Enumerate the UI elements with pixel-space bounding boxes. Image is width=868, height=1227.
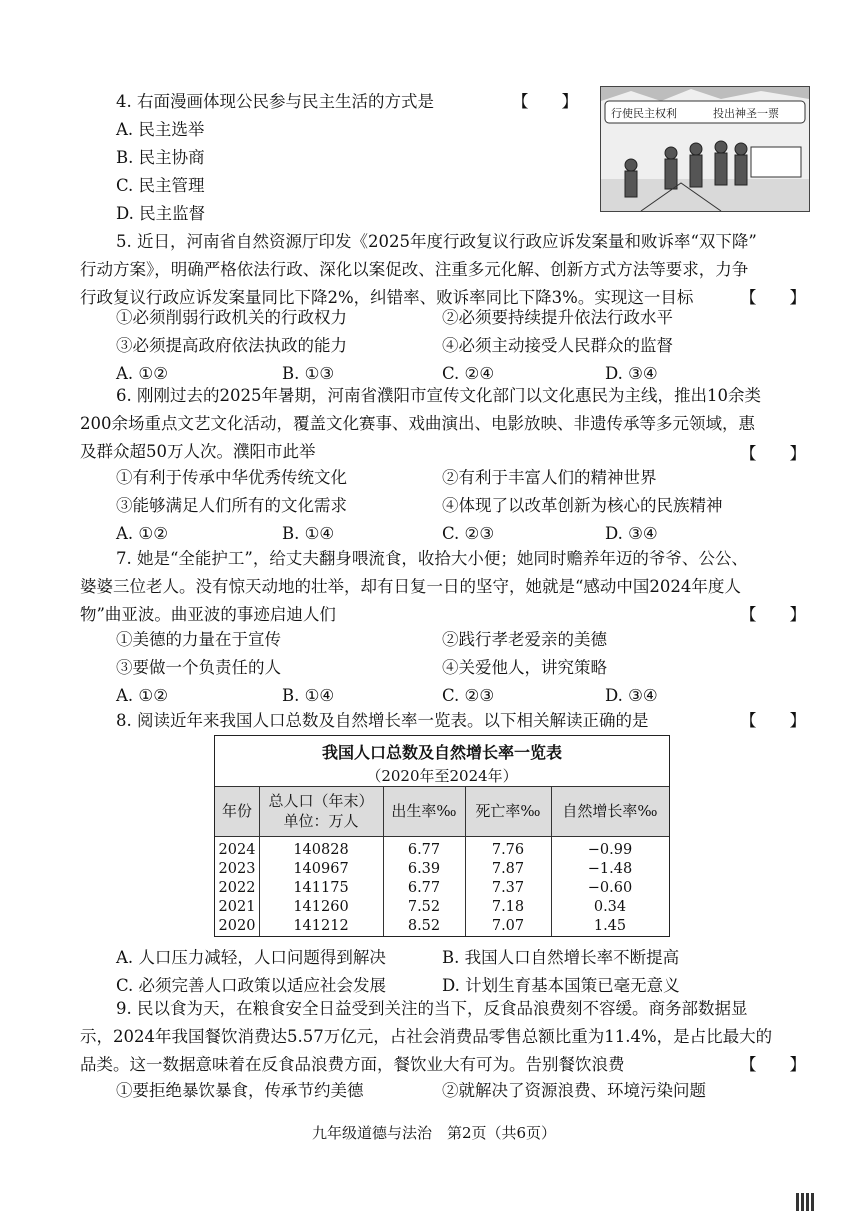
q7-option-d: D. ③④	[605, 686, 658, 705]
q9-line-3: 品类。这一数据意味着在反食品浪费方面，餐饮业大有可为。告别餐饮浪费	[80, 1055, 625, 1074]
table-cell-growth: −0.60	[587, 880, 633, 896]
q6-statement-4: ④体现了以改革创新为核心的民族精神	[442, 496, 723, 515]
q7-option-a: A. ①②	[116, 686, 168, 705]
q5-statement-4: ④必须主动接受人民群众的监督	[442, 336, 673, 355]
table-cell-pop: 140967	[293, 861, 349, 877]
q8-option-b: B. 我国人口自然增长率不断提高	[442, 948, 680, 967]
header-year: 年份	[221, 802, 252, 820]
q5-option-c: C. ②④	[442, 364, 495, 383]
q7-line-2: 婆婆三位老人。没有惊天动地的壮举，却有日复一日的坚守，她就是“感动中国2024年度人	[80, 577, 741, 596]
comic-drawing	[601, 87, 809, 211]
q7-answer-bracket: 【 】	[740, 605, 806, 624]
table-cell-birth: 6.39	[407, 861, 441, 877]
q6-statement-3: ③能够满足人们所有的文化需求	[116, 496, 347, 515]
table-cell-pop: 141175	[293, 880, 349, 896]
q6-line-3: 及群众超50万人次。濮阳市此举	[80, 442, 316, 461]
table-cell-birth: 6.77	[407, 880, 441, 896]
q9-line-1: 9. 民以食为天，在粮食安全日益受到关注的当下，反食品浪费刻不容缓。商务部数据显	[116, 999, 748, 1018]
q6-line-1: 6. 刚刚过去的2025年暑期，河南省濮阳市宣传文化部门以文化惠民为主线，推出10余类	[116, 386, 761, 405]
q4-option-c: C. 民主管理	[116, 176, 205, 195]
q5-option-d: D. ③④	[605, 364, 658, 383]
q5-statement-3: ③必须提高政府依法执政的能力	[116, 336, 347, 355]
q4-option-a: A. 民主选举	[116, 120, 205, 139]
q7-option-b: B. ①④	[282, 686, 335, 705]
q8-stem: 8. 阅读近年来我国人口总数及自然增长率一览表。以下相关解读正确的是	[116, 711, 649, 730]
q6-option-d: D. ③④	[605, 524, 658, 543]
table-subtitle: （2020年至2024年）	[366, 767, 518, 785]
table-cell-birth: 7.52	[407, 899, 441, 915]
q7-line-1: 7. 她是“全能护工”，给丈夫翻身喂流食，收拾大小便；她同时赡养年迈的爷爷、公公、	[116, 549, 748, 568]
table-cell-death: 7.18	[491, 899, 525, 915]
q6-statement-2: ②有利于丰富人们的精神世界	[442, 468, 657, 487]
q9-statement-1: ①要拒绝暴饮暴食，传承节约美德	[116, 1081, 364, 1100]
q7-line-3: 物”曲亚波。曲亚波的事迹启迪人们	[80, 605, 336, 624]
table-cell-year: 2022	[218, 880, 256, 896]
table-cell-birth: 8.52	[407, 918, 441, 934]
header-population	[259, 786, 383, 836]
q9-answer-bracket: 【 】	[740, 1055, 806, 1074]
q6-option-b: B. ①④	[282, 524, 335, 543]
q5-statement-2: ②必须要持续提升依法行政水平	[442, 308, 673, 327]
population-table	[214, 735, 670, 937]
table-cell-year: 2023	[218, 861, 256, 877]
table-cell-growth: −1.48	[587, 861, 633, 877]
q5-line-2: 行动方案》，明确严格依法行政、深化以案促改、注重多元化解、创新方式方法等要求，力争	[80, 260, 749, 279]
page-footer: 九年级道德与法治 第2页（共6页）	[311, 1124, 557, 1142]
q4-answer-bracket: 【 】	[512, 92, 578, 111]
table-cell-year: 2020	[218, 918, 256, 934]
table-cell-pop: 140828	[293, 842, 349, 858]
q5-option-b: B. ①③	[282, 364, 335, 383]
table-cell-growth: −0.99	[587, 842, 633, 858]
qr-code-icon	[796, 1193, 814, 1211]
q4-stem: 4. 右面漫画体现公民参与民主生活的方式是	[116, 92, 434, 111]
q8-answer-bracket: 【 】	[740, 711, 806, 730]
table-cell-growth: 1.45	[593, 918, 627, 934]
table-cell-death: 7.87	[491, 861, 525, 877]
table-cell-pop: 141260	[293, 899, 349, 915]
comic-banner-right: 投出神圣一票	[713, 107, 779, 120]
q6-statement-1: ①有利于传承中华优秀传统文化	[116, 468, 347, 487]
table-cell-death: 7.76	[491, 842, 525, 858]
table-cell-pop: 141212	[293, 918, 349, 934]
q6-line-2: 200余场重点文艺文化活动，覆盖文化赛事、戏曲演出、电影放映、非遗传承等多元领域，惠	[80, 414, 755, 433]
comic-banner-left: 行使民主权利	[611, 107, 677, 120]
table-cell-year: 2024	[218, 842, 256, 858]
q6-answer-bracket: 【 】	[740, 444, 806, 463]
q4-comic-illustration	[600, 86, 810, 212]
header-growth-rate: 自然增长率‰	[562, 802, 658, 820]
q5-option-a: A. ①②	[116, 364, 168, 383]
q7-option-c: C. ②③	[442, 686, 495, 705]
q7-statement-2: ②践行孝老爱亲的美德	[442, 630, 607, 649]
q5-statement-1: ①必须削弱行政机关的行政权力	[116, 308, 347, 327]
header-population-line1: 总人口（年末）	[268, 792, 374, 810]
q6-option-c: C. ②③	[442, 524, 495, 543]
q9-statement-2: ②就解决了资源浪费、环境污染问题	[442, 1081, 706, 1100]
q9-line-2: 示，2024年我国餐饮消费达5.57万亿元，占社会消费品零售总额比重为11.4%，是占比最大的	[80, 1027, 773, 1046]
header-birth-rate: 出生率‰	[391, 802, 457, 820]
q7-statement-3: ③要做一个负责任的人	[116, 658, 281, 677]
header-death-rate: 死亡率‰	[475, 802, 541, 820]
table-cell-birth: 6.77	[407, 842, 441, 858]
header-population-line2: 单位：万人	[283, 812, 359, 830]
table-title: 我国人口总数及自然增长率一览表	[321, 743, 562, 762]
q7-statement-1: ①美德的力量在于宣传	[116, 630, 281, 649]
table-cell-death: 7.37	[491, 880, 525, 896]
q4-option-b: B. 民主协商	[116, 148, 205, 167]
table-rule	[215, 836, 669, 837]
q8-option-a: A. 人口压力减轻，人口问题得到解决	[116, 948, 386, 967]
q5-answer-bracket: 【 】	[740, 288, 806, 307]
q6-option-a: A. ①②	[116, 524, 168, 543]
table-cell-death: 7.07	[491, 918, 525, 934]
q7-statement-4: ④关爱他人，讲究策略	[442, 658, 607, 677]
q8-option-d: D. 计划生育基本国策已毫无意义	[442, 976, 680, 995]
table-cell-year: 2021	[218, 899, 256, 915]
table-cell-growth: 0.34	[593, 899, 627, 915]
q5-line-3: 行政复议行政应诉发案量同比下降2%，纠错率、败诉率同比下降3%。实现这一目标	[80, 288, 694, 307]
q4-option-d: D. 民主监督	[116, 204, 206, 223]
q8-option-c: C. 必须完善人口政策以适应社会发展	[116, 976, 387, 995]
q5-line-1: 5. 近日，河南省自然资源厅印发《2025年度行政复议行政应诉发案量和败诉率“双下降”	[116, 232, 757, 251]
